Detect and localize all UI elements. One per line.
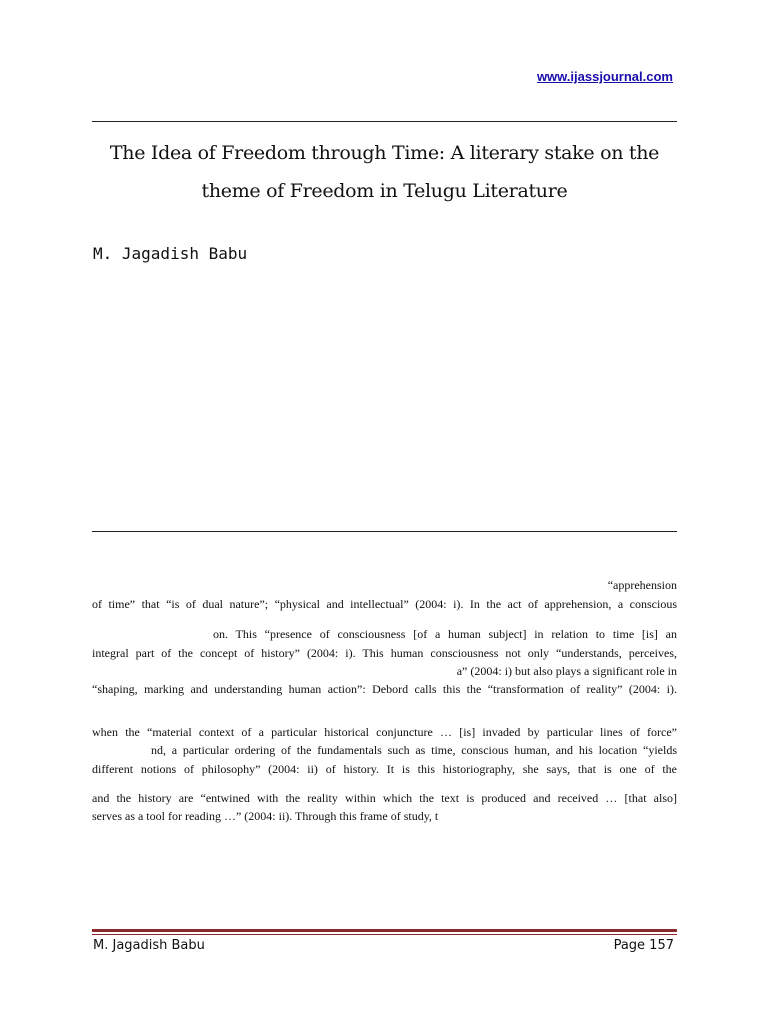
title-line-2: theme of Freedom in Telugu Literature [201, 180, 568, 202]
body-line: nd, a particular ordering of the fundamentals such as time, conscious human, and his location “yields [151, 743, 677, 757]
footer-author: M. Jagadish Babu [93, 938, 205, 953]
body-paragraph-2 [92, 725, 677, 825]
footer-rule-thick [92, 929, 677, 932]
article-title [92, 134, 677, 210]
body-line: different notions of philosophy” (2004: ii) of history. It is this historiography, she says, that is one of the [92, 762, 677, 776]
page-number: Page 157 [613, 938, 674, 953]
body-line: “apprehension [607, 578, 677, 592]
body-line: serves as a tool for reading …” (2004: ii). Through this frame of study, t [92, 809, 439, 823]
title-top-rule [92, 121, 677, 122]
body-line: on. This “presence of consciousness [of a human subject] in relation to time [is] an [213, 627, 677, 641]
abstract-bottom-rule [92, 531, 677, 532]
body-line: and the history are “entwined with the reality within which the text is produced and received … [that also] [92, 791, 677, 805]
body-line: a” (2004: i) but also plays a significant role in [456, 664, 677, 678]
author-name: M. Jagadish Babu [93, 244, 248, 263]
footer-rule-thin [92, 934, 677, 935]
body-line: integral part of the concept of history” (2004: i). This human consciousness not only “understands, perceives, [92, 646, 677, 660]
journal-url-link[interactable]: www.ijassjournal.com [536, 69, 673, 84]
body-line: “shaping, marking and understanding human action”: Debord calls this the “transformation of reality” (2004: i). [92, 682, 677, 696]
body-paragraph-1 [92, 578, 677, 698]
body-line: when the “material context of a particular historical conjuncture … [is] invaded by particular lines of force” [92, 725, 677, 739]
body-line: of time” that “is of dual nature”; “physical and intellectual” (2004: i). In the act of apprehension, a conscious [92, 597, 677, 611]
title-line-1: The Idea of Freedom through Time: A literary stake on the [109, 142, 660, 164]
